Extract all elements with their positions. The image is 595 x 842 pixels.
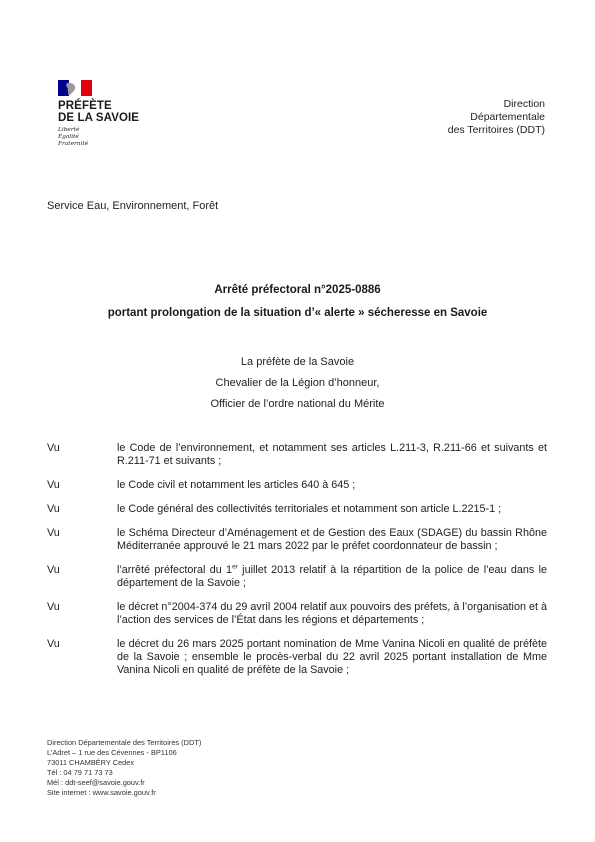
issuing-direction (448, 98, 545, 137)
vu-label: Vu (47, 479, 60, 491)
vu-label: Vu (47, 442, 60, 454)
direction-line: des Territoires (DDT) (447, 124, 545, 136)
list-item (47, 527, 547, 553)
service-name: Service Eau, Environnement, Forêt (47, 200, 219, 212)
vu-label: Vu (47, 601, 60, 613)
motto-line: Liberté (58, 127, 80, 133)
vu-label: Vu (47, 564, 60, 576)
vu-text: le Code général des collectivités territoriales et notamment son article L.2215-1 ; (117, 503, 502, 515)
vu-text: le Schéma Directeur d’Aménagement et de Gestion des Eaux (SDAGE) du bassin Rhône Méditerranée approuvé le 21 mars 2022 par le préfet coordonnateur de bassin ; (117, 527, 547, 552)
decree-subject: portant prolongation de la situation d’« alerte » sécheresse en Savoie (107, 307, 488, 319)
direction-line: Départementale (470, 111, 545, 123)
list-item (47, 638, 547, 677)
footer-website[interactable]: Site internet : www.savoie.gouv.fr (47, 788, 156, 797)
republic-motto (58, 127, 168, 148)
considerations-list (47, 442, 547, 677)
footer-line: 73011 CHAMBÉRY Cedex (47, 758, 135, 767)
authority-line: Chevalier de la Légion d’honneur, (215, 377, 380, 389)
vu-text (117, 564, 547, 590)
vu-label: Vu (47, 638, 60, 650)
vu-label: Vu (47, 503, 60, 515)
logo-title-line: PRÉFÈTE (58, 100, 112, 112)
motto-line: Fraternité (58, 141, 89, 147)
vu-text: le décret du 26 mars 2025 portant nomination de Mme Vanina Nicoli en qualité de préfète de la Savoie ; ensemble le procès-verbal du 22 avril 2025 portant installation de Mme Vanina Nicoli en qualité de préfète de la Savoie ; (117, 638, 547, 676)
marianne-icon (58, 80, 92, 96)
direction-line: Direction (503, 98, 545, 110)
vu-text: le décret n°2004-374 du 29 avril 2004 relatif aux pouvoirs des préfets, à l’organisation et à l’action des services de l’État dans les régions et départements ; (117, 601, 547, 626)
authority-block (0, 352, 595, 415)
vu-text: le Code de l’environnement, et notamment ses articles L.211-3, R.211-66 et suivants et R.211-71 et suivants ; (117, 442, 547, 467)
vu-text: le Code civil et notamment les articles 640 à 645 ; (117, 479, 356, 491)
list-item (47, 601, 547, 627)
footer-email[interactable]: Mél : ddt-seef@savoie.gouv.fr (47, 778, 145, 787)
footer-line: L’Adret – 1 rue des Cévennes - BP1106 (47, 748, 177, 757)
footer-line: Direction Départementale des Territoires (DDT) (47, 738, 202, 747)
decree-number: Arrêté préfectoral n°2025-0886 (214, 284, 381, 296)
list-item (47, 442, 547, 468)
authority-line: La préfète de la Savoie (240, 356, 355, 368)
authority-line: Officier de l’ordre national du Mérite (210, 398, 385, 410)
list-item (47, 479, 547, 492)
ordinal-superscript: er (232, 563, 238, 571)
decree-title (0, 283, 595, 320)
list-item (47, 503, 547, 516)
footer-line: Tél : 04 79 71 73 73 (47, 768, 113, 777)
logo-title (58, 100, 168, 124)
list-item (47, 564, 547, 590)
prefecture-logo (58, 80, 168, 148)
motto-line: Égalité (58, 134, 79, 140)
vu-text-part: l’arrêté préfectoral du 1 (117, 564, 233, 576)
logo-title-line: DE LA SAVOIE (58, 112, 140, 124)
vu-text-part: juillet 2013 relatif à la répartition de la police de l’eau dans le département de la Savoie ; (117, 564, 548, 589)
contact-footer (47, 738, 201, 798)
vu-label: Vu (47, 527, 60, 539)
